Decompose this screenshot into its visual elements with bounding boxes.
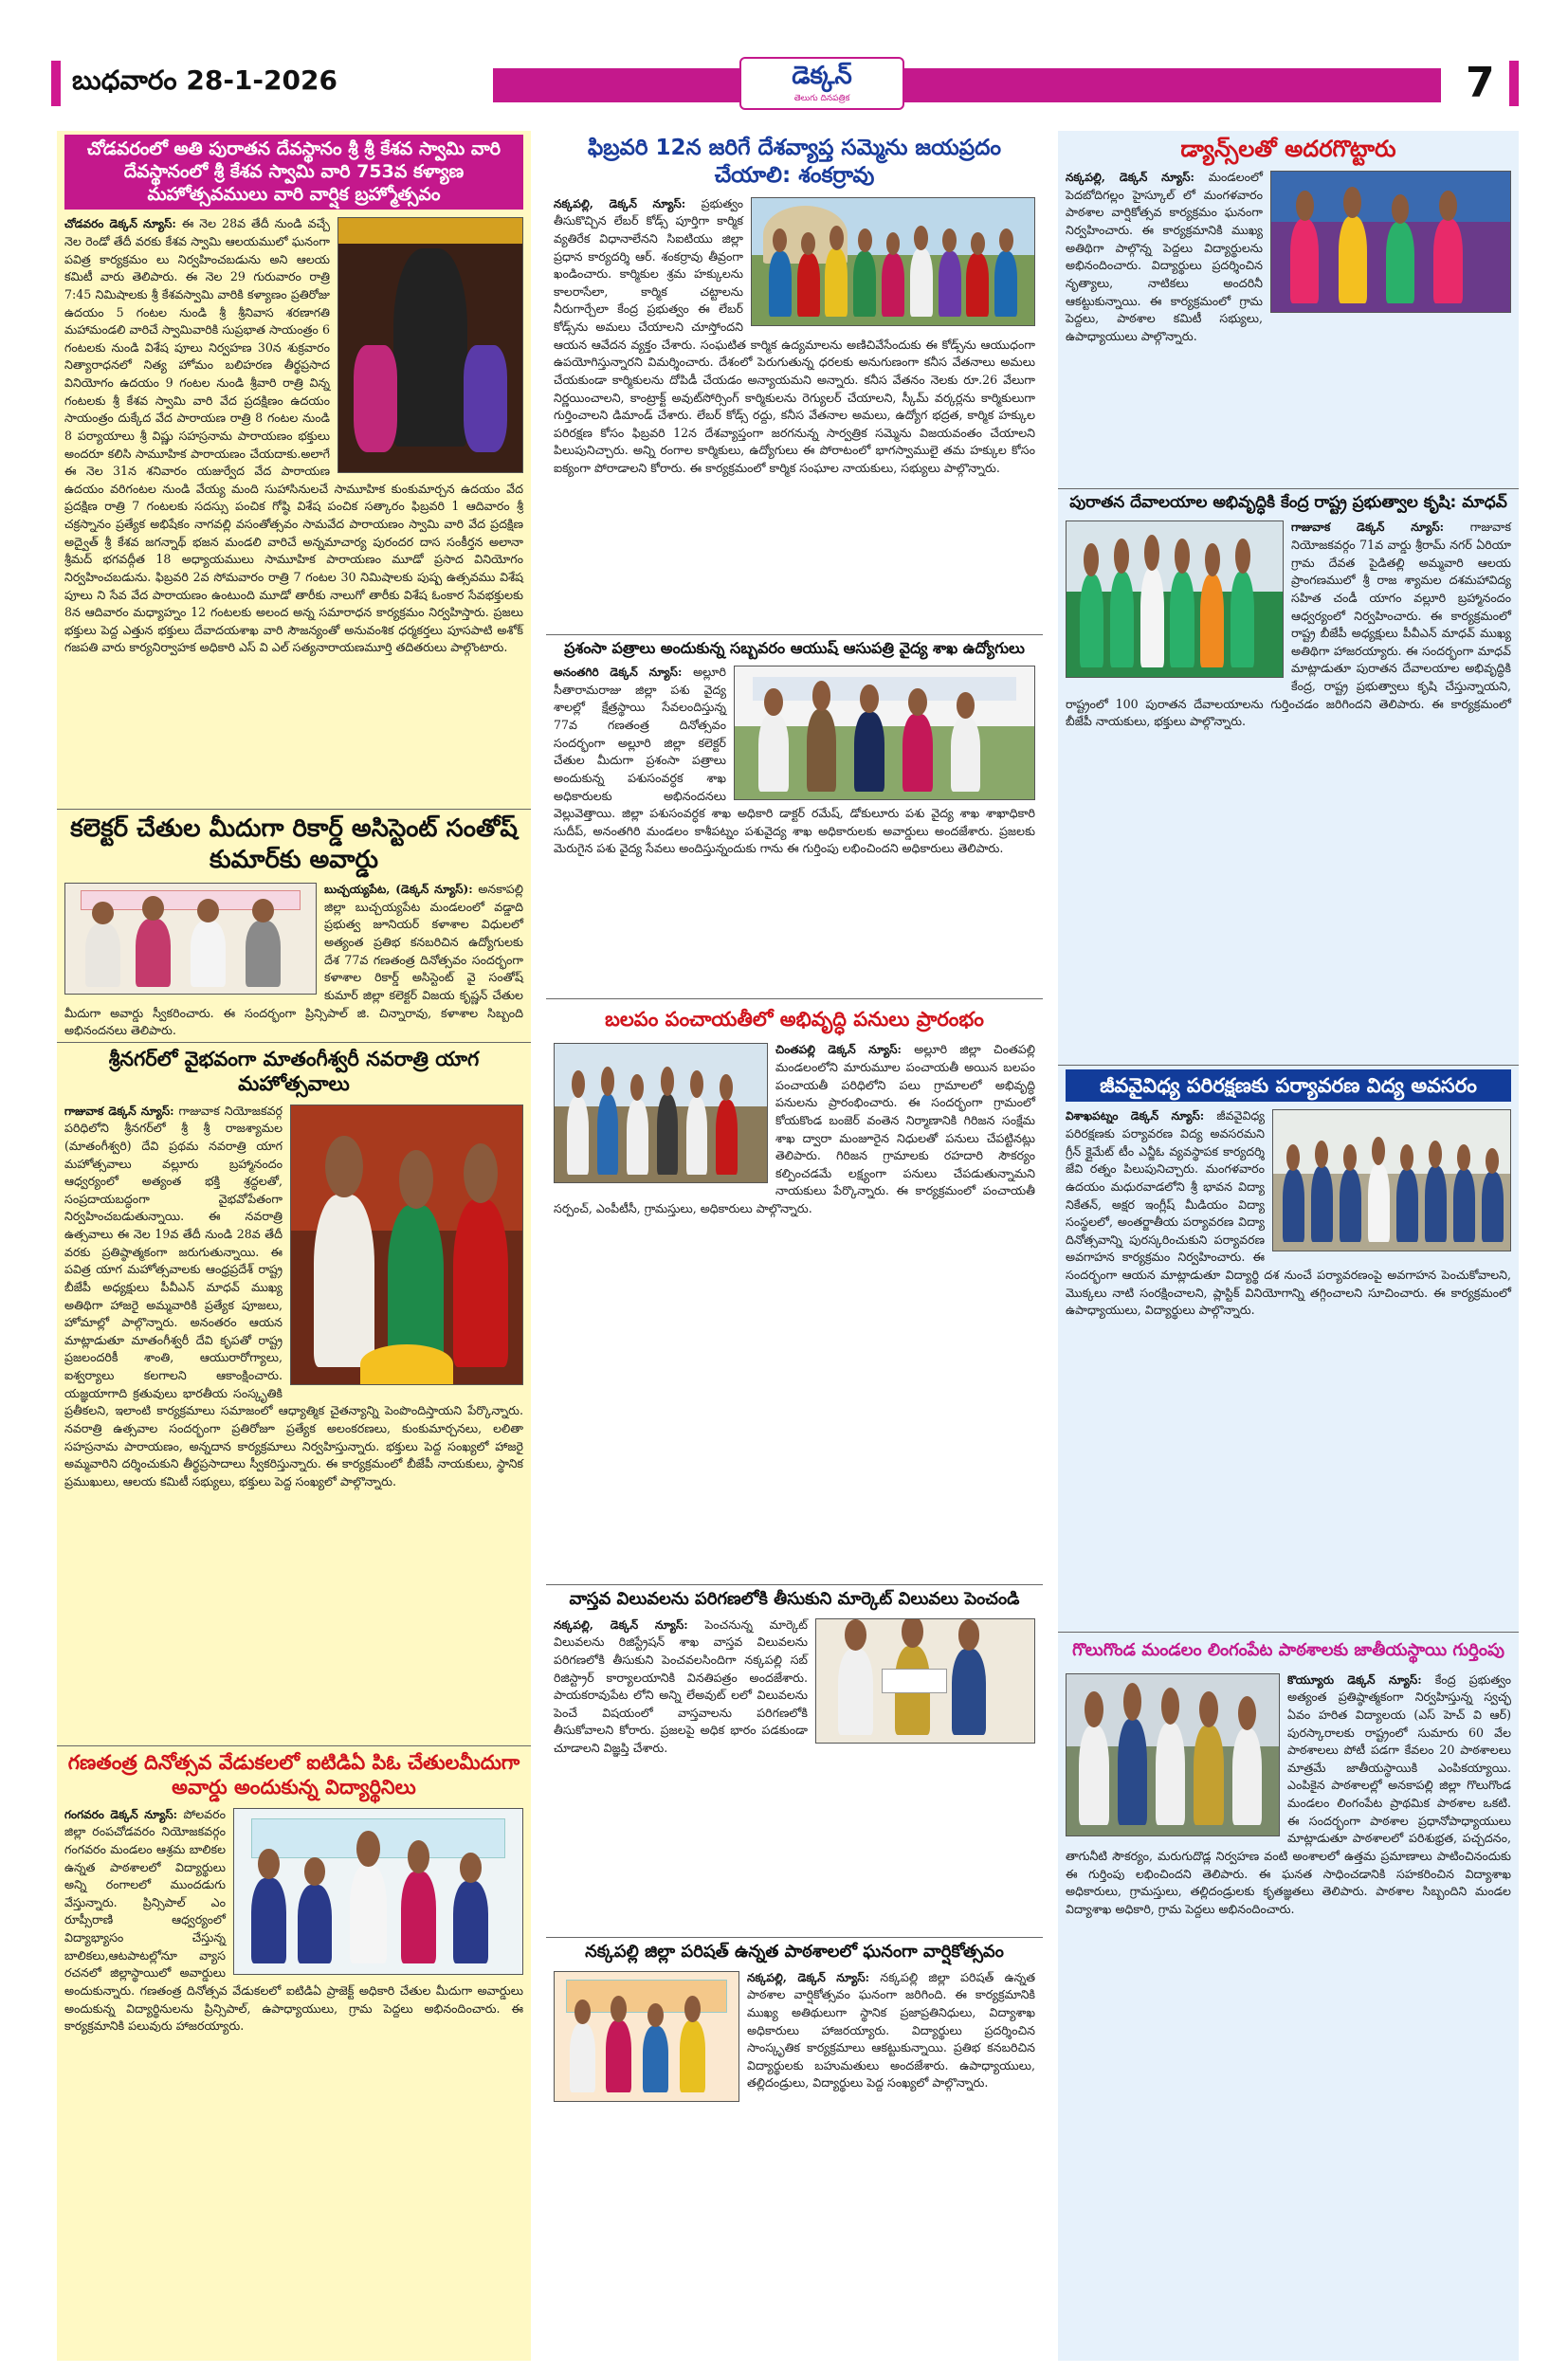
award-ceremony-photo [64,883,317,995]
dateline: అనంతగిరి డెక్కన్ న్యూస్: [554,666,683,679]
bjp-temple-photo [1066,520,1284,678]
yagam-photo [290,1105,523,1385]
article-biodiversity [1058,1066,1519,1633]
dateline: చింతపల్లి డెక్కన్ న్యూస్: [775,1043,902,1057]
dateline: కొయ్యూరు డెక్కన్ న్యూస్: [1287,1672,1422,1687]
article-headline: బలపం పంచాయతీలో అభివృద్ధి పనులు ప్రారంభం [554,1003,1035,1035]
article-balapam-works [546,999,1043,1585]
article-market-values [546,1585,1043,1938]
dateline: గంగవరం డెక్కన్ న్యూస్: [64,1807,178,1821]
article-headline: వాస్తవ విలువలను పరిగణలోకి తీసుకుని మార్కెట్ విలువలు పెంచండి [569,1589,1020,1609]
article-headline: నక్కపల్లి జిల్లా పరిషత్ ఉన్నత పాఠశాలలో ఘనంగా వార్షికోత్సవం [585,1942,1004,1962]
article-body: నక్కపల్లి జిల్లా పరిషత్ ఉన్నత పాఠశాల వార్షికోత్సవం ఘనంగా జరిగింది. ఈ కార్యక్రమానికి ముఖ్య అతిథులుగా స్థానిక ప్రజాప్రతినిధులు, విద్యాశాఖ అధికారులు హాజరయ్యారు. విద్యార్థులు ప్రదర్శించిన సాంస్కృతిక కార్యక్రమాలు ఆకట్టుకున్నాయి. ప్రతిభ కనబరిచిన విద్యార్థులకు బహుమతులు అందజేశారు. ఉపాధ్యాయులు, తల్లిదండ్రులు, విద్యార్థులు పెద్ద సంఖ్యలో పాల్గొన్నారు. [747,1969,1036,2091]
dateline: నక్కపల్లి, డెక్కన్ న్యూస్: [554,196,686,210]
article-body: అల్లూరి సీతారామరాజు జిల్లా పశు వైద్య శాలల్లో క్షేత్రస్థాయి సేవలందిస్తున్న 77వ గణతంత్ర దినోత్సవం సందర్భంగా అల్లూరి జిల్లా కలెక్టర్ చేతుల మీదుగా ప్రశంసా పత్రాలు అందుకున్న పశుసంవర్ధక శాఖ అధికారులకు అభినందనలు వెల్లువెత్తాయి. జిల్లా పశుసంవర్ధక శాఖ అధికారి డాక్టర్ రమేష్, డోకులూరు పశు వైద్య శాఖ శాఖాధికారి సుదీప్, అనంతగిరి మండలం కాశీపట్నం పశువైద్య శాఖ అధికారులకు అవార్డులు అందజేశారు. ప్రజలకు మెరుగైన పశు వైద్య సేవలు అందిస్తున్నందుకు గాను ఈ గుర్తింపు లభించిందని అధికారులు తెలిపారు. [554,665,1035,856]
article-body: జీవవైవిధ్య పరిరక్షణకు పర్యావరణ విద్య అవసరమని గ్రీన్ క్లైమేట్ టీం ఎన్జీఓ వ్యవస్థాపక కార్యదర్శి జేవి రత్నం పిలుపునిచ్చారు. మంగళవారం ఉదయం మధురవాడలోని శ్రీ భావన విద్యా నికేతన్, అక్షర ఇంగ్లీష్ మీడియం విద్యా సంస్థలలో, అంతర్జాతీయ పర్యావరణ విద్యా దినోత్సవాన్ని పురస్కరించుకుని పర్యావరణ అవగాహన కార్యక్రమం నిర్వహించారు. ఈ సందర్భంగా ఆయన మాట్లాడుతూ విద్యార్థి దశ నుంచే పర్యావరణంపై అవగాహన పెంచుకోవాలని, మొక్కలు నాటి సంరక్షించాలని, ప్లాస్టిక్ వినియోగాన్ని తగ్గించాలని సూచించారు. ఈ కార్యక్రమంలో ఉపాధ్యాయులు, విద్యార్థులు పాల్గొన్నారు. [1066,1108,1511,1318]
article-body: పోలవరం జిల్లా రంపచోడవరం నియోజకవర్గం గంగవరం మండలం ఆశ్రమ బాలికల ఉన్నత పాఠశాలలో విద్యార్థులు అన్ని రంగాలలో ముందడుగు వేస్తున్నారు. ప్రిన్సిపాల్ ఎం రూప్సీరాణి ఆధ్వర్యంలో విద్యాభ్యాసం చేస్తున్న బాలికలు,ఆటపాటల్లోనూ వ్యాస రచనలో జిల్లాస్థాయిలో అవార్డులు అందుకున్నారు. గణతంత్ర దినోత్సవ వేడుకలలో ఐటిడిఏ ప్రాజెక్ట్ అధికారి చేతుల మీదుగా అవార్డులు అందుకున్న విద్యార్థినులను ప్రిన్సిపాల్, ఉపాధ్యాయులు, గ్రామ పెద్దలు అభినందించారు. ఈ కార్యక్రమానికి పలువురు హాజరయ్యారు. [64,1806,523,2034]
article-lingampeta-school [1058,1633,1519,2361]
article-chodavaram-temple [57,131,531,810]
memorandum-photo [815,1618,1035,1744]
article-body: మండలంలో పెదబోదిగల్లం హైస్కూల్ లో మంగళవారం పాఠశాల వార్షికోత్సవ కార్యక్రమం ఘనంగా నిర్వహించారు. ఈ కార్యక్రమానికి ముఖ్య అతిథిగా పాల్గొన్న పెద్దలు విద్యార్థులను అభినందించారు. విద్యార్థులు ప్రదర్శించిన నృత్యాలు, నాటికలు అందరినీ ఆకట్టుకున్నాయి. ఈ కార్యక్రమంలో గ్రామ పెద్దలు, పాఠశాల కమిటీ సభ్యులు, ఉపాధ్యాయులు పాల్గొన్నారు. [1066,170,1263,343]
dateline: నక్కపల్లి, డెక్కన్ న్యూస్: [1066,171,1194,184]
dateline: నక్కపల్లి, డెక్కన్ న్యూస్: [554,1617,688,1632]
middle-column [546,131,1043,2361]
dateline: విశాఖపట్నం డెక్కన్ న్యూస్: [1066,1109,1205,1123]
citu-protest-photo [751,197,1035,326]
article-headline: చోడవరంలో అతి పురాతన దేవస్థానం శ్రీ శ్రీ కేశవ స్వామి వారి దేవస్థానంలో శ్రీ కేశవ స్వామి వారి 753వ కళ్యాణ మహోత్సవములు వారి వార్షిక బ్రహ్మోత్సవం [64,135,523,210]
dance-performance-photo [1270,171,1511,313]
masthead-band [493,68,1441,102]
article-body: గాజువాక నియోజకవర్గ పరిధిలోని శ్రీనగర్‌లో శ్రీ శ్రీ రాజశ్యామల (మాతంగీశ్వరి) దేవి ప్రథమ నవరాత్రి యాగ మహోత్సవాలు వల్లూరు బ్రహ్మానందం ఆధ్వర్యంలో అత్యంత భక్తి శ్రద్ధలతో, సంప్రదాయబద్ధంగా వైభవోపేతంగా నిర్వహించబడుతున్నాయి. ఈ నవరాత్రి ఉత్సవాలు ఈ నెల 19వ తేదీ నుండి 28వ తేదీ వరకు ప్రతిష్ఠాత్మకంగా జరుగుతున్నాయి. ఈ పవిత్ర యాగ మహోత్సవాలకు ఆంధ్రప్రదేశ్ రాష్ట్ర బీజేపీ అధ్యక్షులు పీవీఎన్ మాధవ్ ముఖ్య అతిథిగా హాజరై అమ్మవారికి ప్రత్యేక పూజలు, హోమాల్లో పాల్గొన్నారు. అనంతరం ఆయన మాట్లాడుతూ మాతంగీశ్వరీ దేవి కృపతో రాష్ట్ర ప్రజలందరికీ శాంతి, ఆయురారోగ్యాలు, ఐశ్వర్యాలు కలగాలని ఆకాంక్షించారు. యజ్ఞయాగాది క్రతువులు భారతీయ సంస్కృతికి ప్రతీకలని, ఇలాంటి కార్యక్రమాలు సమాజంలో ఆధ్యాత్మిక చైతన్యాన్ని పెంపొందిస్తాయని పేర్కొన్నారు. నవరాత్రి ఉత్సవాల సందర్భంగా ప్రతిరోజూ ప్రత్యేక అలంకరణలు, కుంకుమార్చనలు, లలితా సహస్రనామ పారాయణం, అన్నదాన కార్యక్రమాలు నిర్వహిస్తున్నారు. భక్తులు పెద్ద సంఖ్యలో హాజరై అమ్మవారిని దర్శించుకుని తీర్థప్రసాదాలు స్వీకరిస్తున్నారు. ఈ కార్యక్రమంలో బీజేపీ నాయకులు, స్థానిక ప్రముఖులు, ఆలయ కమిటీ సభ్యులు, భక్తులు పెద్ద సంఖ్యలో పాల్గొన్నారు. [64,1103,523,1488]
masthead [0,0,1568,125]
right-column [1058,131,1519,2361]
article-dances [1058,131,1519,489]
temple-deity-photo [337,217,523,473]
dateline: గాజువాక డెక్కన్ న్యూస్: [1291,520,1445,535]
article-headline: గొలుగొండ మండలం లింగంపేట పాఠశాలకు జాతీయస్థాయి గుర్తింపు [1066,1636,1511,1666]
issue-date: బుధవారం 28-1-2026 [72,64,337,96]
dateline: గాజువాక డెక్కన్ న్యూస్: [64,1104,174,1118]
article-srinagar-yagam [57,1043,531,1746]
article-itda-awards [57,1746,531,2361]
left-column [57,131,531,2361]
dateline: బుచ్చయ్యపేట, (డెక్కన్ న్యూస్): [324,883,473,896]
article-headline: డ్యాన్స్‌లతో అదరగొట్టారు [1180,136,1396,162]
environment-rally-photo [1272,1109,1511,1251]
article-school-anniversary [546,1938,1043,2361]
students-award-photo [233,1808,523,1975]
article-body: గాజువాక నియోజకవర్గం 71వ వార్డు శ్రీరామ్ నగర్ ఏరియా గ్రామ దేవత పైడితల్లి అమ్మవారి ఆలయ ప్రాంగణములో శ్రీ రాజ శ్యామల దశమహావిద్య సహిత చండీ యాగం వల్లూరి బ్రహ్మానందం ఆధ్వర్యంలో నిర్వహించారు. ఈ కార్యక్రమంలో రాష్ట్ర బీజేపీ అధ్యక్షులు పీవీఎన్ మాధవ్ ముఖ్య అతిథిగా హాజరయ్యారు. ఈ సందర్భంగా మాధవ్ మాట్లాడుతూ పురాతన దేవాలయాల అభివృద్ధికి కేంద్ర, రాష్ట్ర ప్రభుత్వాలు కృషి చేస్తున్నాయని, రాష్ట్రంలో 100 పురాతన దేవాలయాలను గుర్తించడం జరిగిందని తెలిపారు. ఈ కార్యక్రమంలో బీజేపీ నాయకులు, భక్తులు పాల్గొన్నారు. [1066,520,1511,729]
article-headline: ప్రశంసా పత్రాలు అందుకున్న సబ్బవరం ఆయుష్ ఆసుపత్రి వైద్య శాఖ ఉద్యోగులు [564,639,1025,657]
masthead-left-bar [51,61,61,106]
logo-subtitle: తెలుగు దినపత్రిక [793,94,850,103]
article-body: అల్లూరి జిల్లా చింతపల్లి మండలంలోని మారుమూల పంచాయతీ అయిన బలపం పంచాయతీ పరిధిలోని పలు గ్రామాలలో అభివృద్ధి పనులను ప్రారంభించారు. ఈ సందర్భంగా గ్రామంలో కోయకొండ బంజెర్ వంతెన నిర్మాణానికి గిరిజన సంక్షేమ శాఖ ద్వారా మంజూరైన నిధులతో పనులు చేపట్టినట్లు తెలిపారు. గిరిజన గ్రామాలకు రహదారి సౌకర్యం కల్పించడమే లక్ష్యంగా పనులు చేపడుతున్నామని నాయకులు పేర్కొన్నారు. ఈ కార్యక్రమంలో పంచాయతీ సర్పంచ్, ఎంపీటీసీ, గ్రామస్తులు, అధికారులు పాల్గొన్నారు. [554,1042,1035,1215]
masthead-right-bar [1509,61,1519,106]
anniversary-photo [554,1971,739,2102]
article-temple-development-madhav [1058,489,1519,1066]
article-vet-awards [546,635,1043,999]
article-body: కేంద్ర ప్రభుత్వం అత్యంత ప్రతిష్ఠాత్మకంగా నిర్వహిస్తున్న స్వచ్ఛ ఏవం హరిత విద్యాలయ (ఎస్ హెచ్ వి ఆర్) పురస్కారాలకు రాష్ట్రంలో సుమారు 60 వేల పాఠశాలలు పోటీ పడగా కేవలం 20 పాఠశాలలు మాత్రమే జాతీయస్థాయికి ఎంపికయ్యాయి. ఎంపికైన పాఠశాలల్లో అనకాపల్లి జిల్లా గొలుగొండ మండలం లింగంపేట ప్రాథమిక పాఠశాల ఒకటి. ఈ సందర్భంగా పాఠశాల ప్రధానోపాధ్యాయులు మాట్లాడుతూ పాఠశాలలో పరిశుభ్రత, పచ్చదనం, తాగునీటి సౌకర్యం, మరుగుదొడ్ల నిర్వహణ వంటి అంశాలలో ఉత్తమ ప్రమాణాలు పాటించినందుకు ఈ గుర్తింపు లభించిందని తెలిపారు. ఈ ఘనత సాధించడానికి సహకరించిన విద్యాశాఖ అధికారులు, గ్రామస్తులు, తల్లిదండ్రులకు కృతజ్ఞతలు తెలిపారు. పాఠశాల సిబ్బందిని మండల విద్యాశాఖ అధికారి, గ్రామ పెద్దలు అభినందించారు. [1066,1671,1511,1916]
article-body: ఈ నెల 28వ తేదీ నుండి వచ్చే నెల రెండో తేదీ వరకు కేశవ స్వామి ఆలయములో ఘనంగా పవిత్ర కార్యక్రమం లు నిర్వహించబడును అని ఆలయ కమిటీ వారు తెలిపారు. ఈ నెల 29 గురువారం రాత్రి 7:45 నిమిషాలకు శ్రీ కేశవస్వామి వారికి కళ్యాణం ప్రతిరోజు ఉదయం 5 గంటల నుండి శ్రీ శ్రీనివాస శరణాగతి మహామండలి వారిచే స్వామివారికి సుప్రభాత సాయంత్రం 6 గంటలకు నుండి విశేష పూలు నిర్వహణ 30న శుక్రవారం నిత్యారాధనలో నిత్య హోమం బలిహరణ తీర్థప్రసాద వినియోగం ఉదయం 9 గంటల నుండి శ్రీవారి రాత్రి విన్న గంటలకు శ్రీ కేశవ స్వామి వారి వేద ప్రదక్షిణం ఉదయం సాయంత్రం దుక్కేద వేద పారాయణ రాత్రి 8 గంటల నుండి 8 పర్యాయాలు శ్రీ విష్ణు సహస్రనామ పారాయణం భక్తులు అందరూ కలిసి సామూహిక పారాయణం చేయదాకు.అలాగే ఈ నెల 31న శనివారం యజుర్వేద వేద పారాయణ ఉదయం వరిగంటల నుండి వేయ్య మంది సుహాసినులచే సామూహిక కుంకుమార్చన ఉదయం వేద ప్రదక్షిణ రాత్రి 7 గంటలకు సదస్సు పంచిక గోష్ఠి విశేష పంచిక సత్కారం ఫిబ్రవరి 1 ఆదివారం శ్రీ చక్రస్నానం ప్రత్యేక అభిషేకం నాగవల్లి వసంతోత్సవం సామవేద పారాయణం స్వామి వారి వేద ప్రదక్షిణ అద్వైత్ శ్రీ కేశవ జగన్నాథ్ భజన మండలి వారిచే అన్నమాచార్య పురందర దాస సంకీర్తన అలానా శ్రీమద్ భగవద్గీత 18 అధ్యాయములు సామూహిక పారాయణం మూడో ప్రసాద వినియోగం నిర్వహించబడును. ఫిబ్రవరి 2వ సోమవారం రాత్రి 7 గంటల 30 నిమిషాలకు పుష్ప ఉత్సవము విశేష పూలు ని సేవ వేద పారాయణం ఉంటుంది మూడో తారీకు నాలుగో తారీకు విశేష ఓంకార సేవభక్తులకు 8న ఆదివారం మధ్యాహ్నం 12 గంటలకు అలంద అన్న సమారాధన కార్యక్రమం నిర్వహిస్తారు. ప్రజలు భక్తులు పెద్ద ఎత్తున భక్తులు దేవాదయశాఖ వారి సౌజన్యంతో అనువంశిక ధర్మకర్తలు పూసపాటి అశోక్ గజపతి వారు కార్యనిర్వాహక అధికారి ఎస్ వి ఎల్ సత్యనారాయణమూర్తి తదితరులు పాల్గొంటారు. [64,216,523,655]
article-strike-shankar-rao [546,131,1043,635]
page-number: 7 [1466,59,1495,107]
article-headline: గణతంత్ర దినోత్సవ వేడుకలలో ఐటిడిఏ పిఓ చేతులమీదుగా అవార్డు అందుకున్న విద్యార్థినిలు [67,1751,520,1799]
dateline: నక్కపల్లి, డెక్కన్ న్యూస్: [747,1970,870,1984]
vet-award-photo [734,666,1035,800]
school-award-photo [1066,1673,1280,1836]
logo-text: డెక్కన్ [792,62,852,90]
article-headline: జీవవైవిధ్య పరిరక్షణకు పర్యావరణ విద్య అవసరం [1066,1069,1511,1102]
article-headline: కలెక్టర్ చేతుల మీదుగా రికార్డ్ అసిస్టెంట్ సంతోష్ కుమార్‌కు అవార్డు [70,814,518,874]
article-body: అనకాపల్లి జిల్లా బుచ్చయ్యపేట మండలంలో వడ్డాది ప్రభుత్వ జూనియర్ కళాశాల విధులలో అత్యంత ప్రతిభ కనబరిచిన ఉద్యోగులకు దేశ 77వ గణతంత్ర దినోత్సవం సందర్భంగా కళాశాల రికార్డ్ అసిస్టెంట్ వై సంతోష్ కుమార్ జిల్లా కలెక్టర్ విజయ కృష్ణన్ చేతుల మీదుగా అవార్డు స్వీకరించారు. ఈ సందర్భంగా ప్రిన్సిపాల్ జి. చిన్నారావు, కళాశాల సిబ్బంది అభినందనలు తెలిపారు. [64,882,523,1038]
article-headline: ఫిబ్రవరి 12న జరిగే దేశవ్యాప్త సమ్మెను జయప్రదం చేయాలి: శంకర్రావు [587,136,1002,188]
article-body: పెంచనున్న మార్కెట్ విలువలను రిజిస్ట్రేషన్ శాఖ వాస్తవ విలువలను పరిగణలోకి తీసుకుని పెంచవలసిందిగా నక్కపల్లి సబ్ రిజిస్ట్రార్ కార్యాలయానికి వినతిపత్రం అందజేశారు. పాయకరావుపేట లోని అన్ని లేఅవుట్ లలో విలువలను పెంచే విషయంలో వాస్తవాలను పరిగణలోకి తీసుకోవాలని కోరారు. ప్రజలపై అధిక భారం పడకుండా చూడాలని విజ్ఞప్తి చేశారు. [554,1616,808,1755]
article-body: ప్రభుత్వం తీసుకొచ్చిన లేబర్ కోడ్స్ పూర్తిగా కార్మిక వ్యతిరేక విధానాలేనని సిఐటియు జిల్లా ప్రధాన కార్యదర్శి ఆర్. శంకర్రావు తీవ్రంగా ఖండించారు. కార్మికుల శ్రమ హక్కులను కాలరాసేలా, కార్మిక చట్టాలను నీరుగార్చేలా కేంద్ర ప్రభుత్వం ఈ లేబర్ కోడ్స్‌ను అమలు చేయాలని చూస్తోందని ఆయన ఆవేదన వ్యక్తం చేశారు. సంఘటిత కార్మిక ఉద్యమాలను అణిచివేసేందుకు ఈ కోడ్స్‌ను ఆయుధంగా ఉపయోగిస్తున్నారని విమర్శించారు. దేశంలో పెరుగుతున్న ధరలకు అనుగుణంగా కనీస వేతనాలు అమలు చేయకుండా కార్మికులను దోపిడీ చేయడం అన్యాయమని అన్నారు. కనీస వేతనం నెలకు రూ.26 వేలుగా నిర్ణయించాలని, కాంట్రాక్ట్ అవుట్‌సోర్సింగ్ కార్మికులను రెగ్యులర్ చేయాలని, స్కీమ్ వర్కర్లను కార్మికులుగా గుర్తించాలని డిమాండ్ చేశారు. లేబర్ కోడ్స్ రద్దు, కనీస వేతనాల అమలు, ఉద్యోగ భద్రత, కార్మిక హక్కుల పరిరక్షణ కోసం ఫిబ్రవరి 12న దేశవ్యాప్తంగా జరగనున్న సార్వత్రిక సమ్మెను విజయవంతం చేయాలని పిలుపునిచ్చారు. అన్ని రంగాల కార్మికులు, ఉద్యోగులు ఈ పోరాటంలో భాగస్వాములై తమ హక్కుల కోసం ఐక్యంగా పోరాడాలని కోరారు. ఈ కార్యక్రమంలో కార్మిక సంఘాల నాయకులు, సభ్యులు పాల్గొన్నారు. [554,195,1035,475]
article-headline: శ్రీనగర్‌లో వైభవంగా మాతంగీశ్వరీ నవరాత్రి యాగ మహోత్సవాలు [108,1048,480,1096]
dateline: చోడవరం డెక్కన్ న్యూస్: [64,217,176,231]
article-santosh-award [57,810,531,1043]
development-works-photo [554,1043,768,1183]
newspaper-logo [739,57,904,110]
article-headline: పురాతన దేవాలయాల అభివృద్ధికి కేంద్ర రాష్ట్ర ప్రభుత్వాల కృషి: మాధవ్ [1069,493,1507,512]
